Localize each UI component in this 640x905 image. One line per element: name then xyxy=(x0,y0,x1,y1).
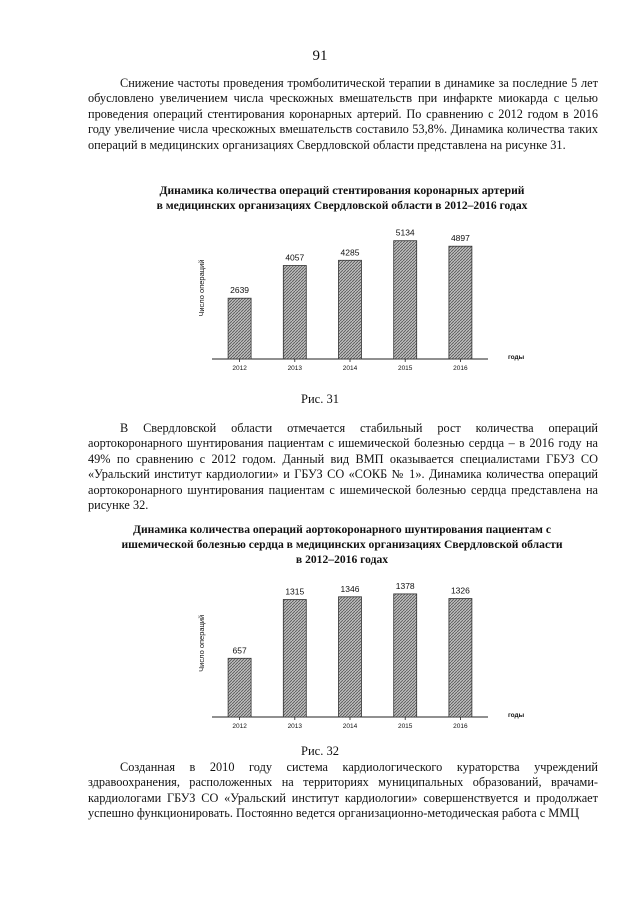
bar-2012 xyxy=(228,658,251,717)
figure-32-title-line-2: ишемической болезнью сердца в медицинских организациях Свердловской области xyxy=(121,538,563,551)
paragraph-text: Снижение частоты проведения тромболитической терапии в динамике за последние 5 лет обусловлено увеличением числа чрескожных вмешательств при инфаркте миокарда с целью проведения операций стентирования коронарных артерий. По сравнению с 2012 годом в 2016 году увеличение числа чрескожных вмешательств составило 53,8%. Динамика количества таких операций в медицинских организациях Свердловской области представлена на рисунке 31. xyxy=(88,76,598,152)
bar-2014 xyxy=(339,597,362,717)
bar-2013 xyxy=(283,266,306,360)
data-label-2016: 1326 xyxy=(450,585,470,596)
data-label-2016: 4897 xyxy=(450,233,470,244)
x-axis-label: годы xyxy=(508,712,525,719)
paragraph-text: Созданная в 2010 году система кардиологического кураторства учреждений здравоохранения, расположенных на территориях муниципальных образований, врачами-кардиологами ГБУЗ СО «Уральский институт кардиологии» совершенствуется и продолжает успешно функционировать. Постоянно ведется организационно-методическая работа с ММЦ xyxy=(88,760,598,821)
x-tick-label-2012: 2012 xyxy=(232,365,247,372)
figure-31-title-line-1: Динамика количества операций стентирования коронарных артерий xyxy=(159,184,525,197)
data-label-2015: 5134 xyxy=(395,227,415,238)
paragraph-cabg xyxy=(88,421,598,513)
figure-32-caption: Рис. 32 xyxy=(301,744,339,758)
bar-2012 xyxy=(228,298,251,359)
figure-32-title-line-3: в 2012–2016 годах xyxy=(295,553,389,566)
paragraph-text: В Свердловской области отмечается стабильный рост количества операций аортокоронарного шунтирования пациентам с ишемической болезнью сердца – в 2016 году на 49% по сравнению с 2012 годом. Данный вид ВМП оказывается специалистами ГБУЗ СО «Уральский институт кардиологии» и ГБУЗ СО «СОКБ № 1». Динамика количества операций аортокоронарного шунтирования пациентам с ишемической болезнью сердца представлена на рисунке 32. xyxy=(88,421,598,513)
y-axis-label: Число операций xyxy=(197,259,206,317)
data-label-2013: 1315 xyxy=(285,586,305,597)
x-tick-label-2015: 2015 xyxy=(397,723,413,730)
x-tick-label-2016: 2016 xyxy=(453,723,468,730)
x-tick-label-2013: 2013 xyxy=(287,723,303,730)
figure-32-title xyxy=(80,522,604,567)
x-tick-label-2014: 2014 xyxy=(342,723,358,730)
data-label-2014: 4285 xyxy=(340,247,360,258)
bar-2016 xyxy=(449,246,472,359)
bar-2013 xyxy=(283,600,306,718)
x-tick-label-2012: 2012 xyxy=(232,723,247,730)
bar-2016 xyxy=(449,599,472,718)
figure-31-caption: Рис. 31 xyxy=(301,392,339,406)
figure-31-chart xyxy=(190,222,540,377)
figure-31-title xyxy=(80,183,604,213)
figure-31-title-line-2: в медицинских организациях Свердловской области в 2012–2016 годах xyxy=(156,199,528,212)
page-number: 91 xyxy=(312,48,328,64)
x-tick-label-2015: 2015 xyxy=(397,365,413,372)
x-tick-label-2013: 2013 xyxy=(287,365,303,372)
data-label-2013: 4057 xyxy=(285,252,305,263)
data-label-2015: 1378 xyxy=(395,580,415,591)
figure-32-title-line-1: Динамика количества операций аортокоронарного шунтирования пациентам с xyxy=(133,523,551,536)
bar-2014 xyxy=(339,260,362,359)
x-axis-label: годы xyxy=(508,354,525,361)
x-tick-label-2016: 2016 xyxy=(453,365,468,372)
paragraph-thrombolysis xyxy=(88,76,598,153)
y-axis-label: Число операций xyxy=(197,614,206,672)
bar-2015 xyxy=(394,241,417,359)
data-label-2014: 1346 xyxy=(340,583,360,594)
figure-32-chart xyxy=(190,575,540,735)
data-label-2012: 2639 xyxy=(230,285,250,296)
bar-2015 xyxy=(394,594,417,717)
data-label-2012: 657 xyxy=(232,645,247,656)
x-tick-label-2014: 2014 xyxy=(342,365,358,372)
paragraph-curatorship xyxy=(88,760,598,822)
